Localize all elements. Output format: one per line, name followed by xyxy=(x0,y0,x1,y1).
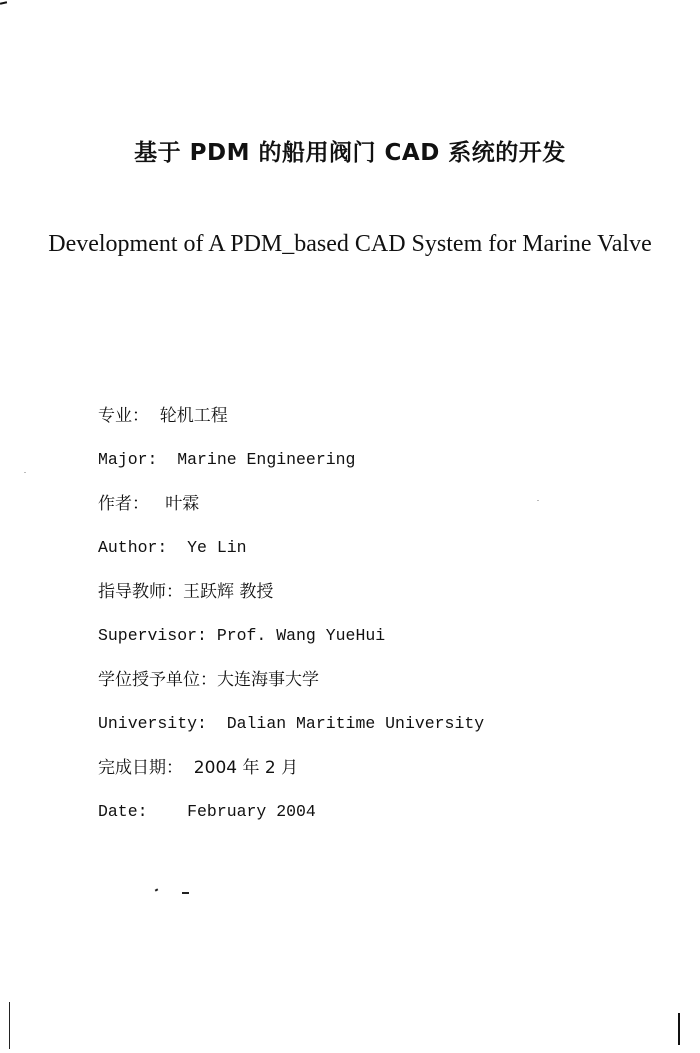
thesis-title-english: Development of A PDM_based CAD System for Marine Valve xyxy=(48,231,652,257)
author-chinese: 作者： 叶霖 xyxy=(98,494,200,514)
thesis-title-chinese: 基于 PDM 的船用阀门 CAD 系统的开发 xyxy=(134,140,566,166)
scan-mark xyxy=(182,892,189,894)
completion-date-english: Date: February 2004 xyxy=(98,802,316,821)
university-english: University: Dalian Maritime University xyxy=(98,714,485,733)
major-chinese: 专业： 轮机工程 xyxy=(98,406,228,426)
scan-edge-line-left xyxy=(9,1002,10,1049)
scan-corner-mark xyxy=(0,1,7,4)
university-chinese: 学位授予单位：大连海事大学 xyxy=(98,670,319,690)
supervisor-english: Supervisor: Prof. Wang YueHui xyxy=(98,626,386,645)
scan-speck xyxy=(24,472,26,473)
author-english: Author: Ye Lin xyxy=(98,538,247,557)
supervisor-chinese: 指导教师：王跃辉 教授 xyxy=(98,582,274,602)
scan-speck xyxy=(537,500,539,501)
completion-date-chinese: 完成日期： 2004 年 2 月 xyxy=(98,758,299,778)
major-english: Major: Marine Engineering xyxy=(98,450,356,469)
thesis-info-block xyxy=(98,402,658,842)
scan-mark xyxy=(155,888,159,891)
scan-edge-line-right xyxy=(678,1013,680,1045)
